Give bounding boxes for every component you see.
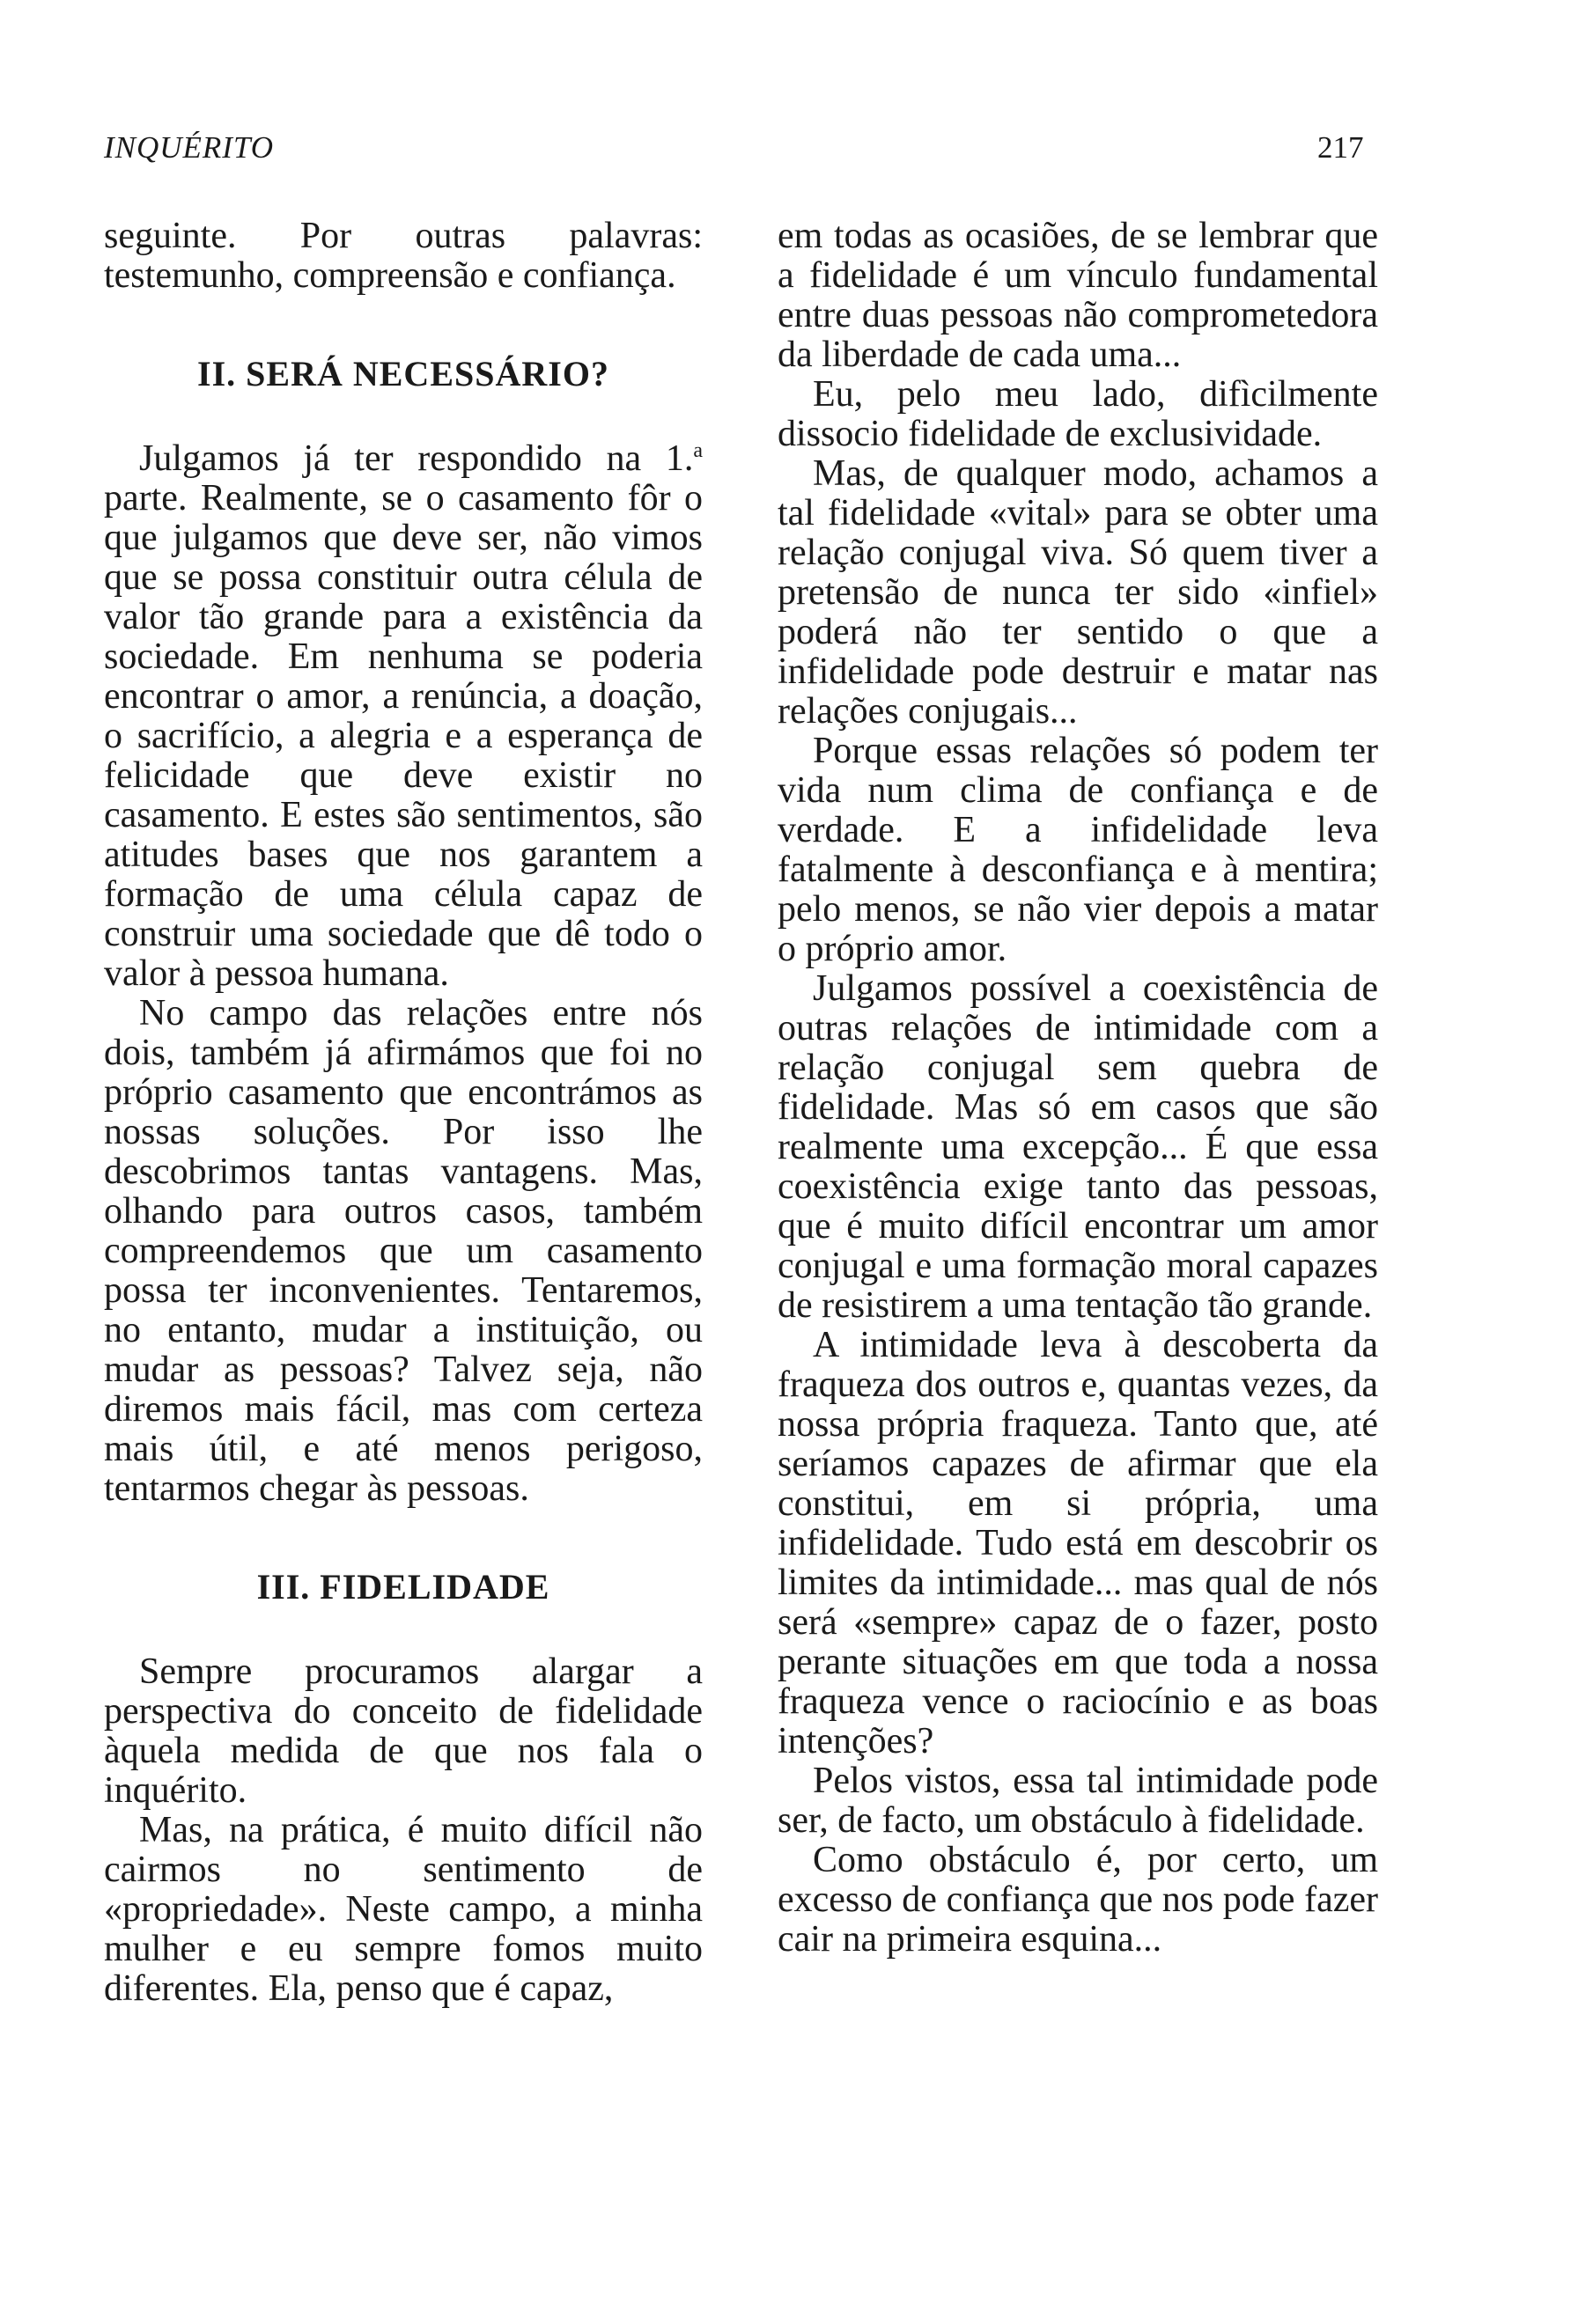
running-head: INQUÉRITO: [104, 130, 275, 165]
left-column: [104, 217, 703, 2009]
paragraph: A intimidade leva à descoberta da fraqueza dos outros e, quantas vezes, da nossa própria fraqueza. Tanto que, até seríamos capazes de afirmar que ela constitui, em si própria, uma infidelidade. Tudo está em descobrir os limites da intimidade... mas qual de nós será «sempre» capaz de o fazer, posto perante situações em que toda a nossa fraqueza vence o raciocínio e as boas intenções?: [778, 1325, 1378, 1761]
right-column: [778, 217, 1378, 1960]
paragraph: Mas, de qualquer modo, achamos a tal fidelidade «vital» para se obter uma relação conjugal viva. Só quem tiver a pretensão de nunca ter sido «infiel» poderá não ter sentido o que a infidelidade pode destruir e matar nas relações conjugais...: [778, 453, 1378, 732]
page-number: 217: [1317, 130, 1364, 165]
paragraph: Julgamos possível a coexistência de outras relações de intimidade com a relação conjugal sem quebra de fidelidade. Mas só em casos que são realmente uma excepção... É que essa coexistência exige tanto das pessoas, que é muito difícil encontrar um amor conjugal e uma formação moral capazes de resistirem a uma tentação tão grande.: [778, 968, 1378, 1326]
paragraph-text: parte. Realmente, se o casamento fôr o que julgamos que deve ser, não vimos que se possa constituir outra célula de valor tão grande para a existência da sociedade. Em nenhuma se poderia encontrar o amor, a renúncia, a doação, o sacrifício, a alegria e a esperança de felicidade que deve existir no casamento. E estes são sentimentos, são atitudes bases que nos garantem a formação de uma célula capaz de construir uma sociedade que dê todo o valor à pessoa humana.: [104, 478, 703, 994]
paragraph-text: Julgamos já ter respondido na 1.: [139, 438, 694, 479]
paragraph: seguinte. Por outras palavras: testemunho, compreensão e confiança.: [104, 216, 703, 296]
superscript: a: [693, 439, 703, 462]
paragraph: Porque essas relações só podem ter vida num clima de confiança e de verdade. E a infidelidade leva fatalmente à desconfiança e à mentira; pelo menos, se não vier depois a matar o próprio amor.: [778, 731, 1378, 969]
paragraph: Pelos vistos, essa tal intimidade pode ser, de facto, um obstáculo à fidelidade.: [778, 1761, 1378, 1841]
paragraph: [104, 439, 703, 994]
paragraph: No campo das relações entre nós dois, também já afirmámos que foi no próprio casamento que encontrámos as nossas soluções. Por isso lhe descobrimos tantas vantagens. Mas, olhando para outros casos, também compreendemos que um casamento possa ter inconvenientes. Tentaremos, no entanto, mudar a instituição, ou mudar as pessoas? Talvez seja, não diremos mais fácil, mas com certeza mais útil, e até menos perigoso, tentarmos chegar às pessoas.: [104, 993, 703, 1509]
section-heading-3: III. FIDELIDADE: [256, 1567, 550, 1607]
section-heading-2: II. SERÁ NECESSÁRIO?: [197, 354, 609, 393]
paragraph: Eu, pelo meu lado, difìcilmente dissocio fidelidade de exclusividade.: [778, 374, 1378, 454]
paragraph: Como obstáculo é, por certo, um excesso de confiança que nos pode fazer cair na primeira esquina...: [778, 1840, 1378, 1960]
paragraph: Sempre procuramos alargar a perspectiva do conceito de fidelidade àquela medida de que nos fala o inquérito.: [104, 1651, 703, 1811]
paragraph: em todas as ocasiões, de se lembrar que a fidelidade é um vínculo fundamental entre duas pessoas não comprometedora da liberdade de cada uma...: [778, 216, 1378, 375]
paragraph: Mas, na prática, é muito difícil não cairmos no sentimento de «propriedade». Neste campo, a minha mulher e eu sempre fomos muito diferentes. Ela, penso que é capaz,: [104, 1810, 703, 2009]
